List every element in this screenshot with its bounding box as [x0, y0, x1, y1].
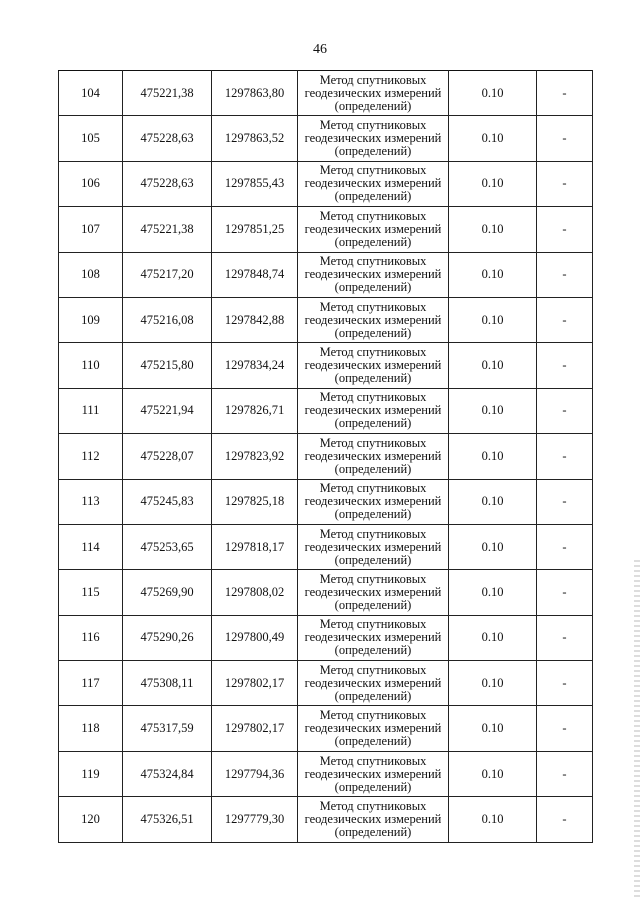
dash-cell: - [537, 524, 593, 569]
x-coordinate-cell: 475317,59 [123, 706, 212, 751]
dash-cell: - [537, 479, 593, 524]
point-number-cell: 115 [59, 570, 123, 615]
point-number-cell: 117 [59, 661, 123, 706]
accuracy-cell: 0.10 [449, 343, 537, 388]
point-number-cell: 107 [59, 207, 123, 252]
table-row [59, 661, 593, 706]
y-coordinate-cell: 1297779,30 [212, 797, 298, 842]
point-number-cell: 105 [59, 116, 123, 161]
scan-edge-artifact [634, 560, 640, 900]
table-row [59, 479, 593, 524]
point-number-cell: 109 [59, 297, 123, 342]
x-coordinate-cell: 475221,94 [123, 388, 212, 433]
accuracy-cell: 0.10 [449, 116, 537, 161]
coordinates-table [58, 70, 593, 843]
y-coordinate-cell: 1297808,02 [212, 570, 298, 615]
method-cell: Метод спутниковых геодезических измерений (определений) [298, 297, 449, 342]
x-coordinate-cell: 475228,07 [123, 434, 212, 479]
dash-cell: - [537, 797, 593, 842]
dash-cell: - [537, 434, 593, 479]
accuracy-cell: 0.10 [449, 661, 537, 706]
method-cell: Метод спутниковых геодезических измерений (определений) [298, 570, 449, 615]
dash-cell: - [537, 161, 593, 206]
method-cell: Метод спутниковых геодезических измерений (определений) [298, 343, 449, 388]
table-row [59, 116, 593, 161]
x-coordinate-cell: 475290,26 [123, 615, 212, 660]
table-row [59, 297, 593, 342]
accuracy-cell: 0.10 [449, 71, 537, 116]
accuracy-cell: 0.10 [449, 570, 537, 615]
point-number-cell: 116 [59, 615, 123, 660]
point-number-cell: 108 [59, 252, 123, 297]
method-cell: Метод спутниковых геодезических измерений (определений) [298, 207, 449, 252]
table-row [59, 570, 593, 615]
accuracy-cell: 0.10 [449, 706, 537, 751]
dash-cell: - [537, 570, 593, 615]
table-row [59, 252, 593, 297]
accuracy-cell: 0.10 [449, 434, 537, 479]
accuracy-cell: 0.10 [449, 161, 537, 206]
table-row [59, 706, 593, 751]
x-coordinate-cell: 475215,80 [123, 343, 212, 388]
table-row [59, 434, 593, 479]
y-coordinate-cell: 1297818,17 [212, 524, 298, 569]
dash-cell: - [537, 615, 593, 660]
method-cell: Метод спутниковых геодезических измерений (определений) [298, 797, 449, 842]
table-row [59, 343, 593, 388]
dash-cell: - [537, 252, 593, 297]
dash-cell: - [537, 661, 593, 706]
method-cell: Метод спутниковых геодезических измерений (определений) [298, 661, 449, 706]
table-row [59, 615, 593, 660]
coordinates-table-body [59, 71, 593, 843]
x-coordinate-cell: 475228,63 [123, 161, 212, 206]
point-number-cell: 110 [59, 343, 123, 388]
accuracy-cell: 0.10 [449, 797, 537, 842]
method-cell: Метод спутниковых геодезических измерений (определений) [298, 71, 449, 116]
x-coordinate-cell: 475221,38 [123, 71, 212, 116]
point-number-cell: 120 [59, 797, 123, 842]
accuracy-cell: 0.10 [449, 207, 537, 252]
x-coordinate-cell: 475216,08 [123, 297, 212, 342]
x-coordinate-cell: 475228,63 [123, 116, 212, 161]
method-cell: Метод спутниковых геодезических измерений (определений) [298, 479, 449, 524]
table-row [59, 751, 593, 796]
accuracy-cell: 0.10 [449, 524, 537, 569]
x-coordinate-cell: 475217,20 [123, 252, 212, 297]
method-cell: Метод спутниковых геодезических измерений (определений) [298, 116, 449, 161]
x-coordinate-cell: 475269,90 [123, 570, 212, 615]
table-row [59, 797, 593, 842]
x-coordinate-cell: 475326,51 [123, 797, 212, 842]
table-row [59, 71, 593, 116]
x-coordinate-cell: 475253,65 [123, 524, 212, 569]
y-coordinate-cell: 1297842,88 [212, 297, 298, 342]
accuracy-cell: 0.10 [449, 252, 537, 297]
dash-cell: - [537, 706, 593, 751]
y-coordinate-cell: 1297826,71 [212, 388, 298, 433]
method-cell: Метод спутниковых геодезических измерений (определений) [298, 434, 449, 479]
y-coordinate-cell: 1297802,17 [212, 706, 298, 751]
y-coordinate-cell: 1297800,49 [212, 615, 298, 660]
point-number-cell: 104 [59, 71, 123, 116]
y-coordinate-cell: 1297863,52 [212, 116, 298, 161]
method-cell: Метод спутниковых геодезических измерений (определений) [298, 706, 449, 751]
page-number: 46 [313, 42, 327, 57]
y-coordinate-cell: 1297851,25 [212, 207, 298, 252]
accuracy-cell: 0.10 [449, 388, 537, 433]
method-cell: Метод спутниковых геодезических измерений (определений) [298, 615, 449, 660]
point-number-cell: 106 [59, 161, 123, 206]
method-cell: Метод спутниковых геодезических измерений (определений) [298, 388, 449, 433]
y-coordinate-cell: 1297794,36 [212, 751, 298, 796]
dash-cell: - [537, 297, 593, 342]
method-cell: Метод спутниковых геодезических измерений (определений) [298, 161, 449, 206]
point-number-cell: 119 [59, 751, 123, 796]
dash-cell: - [537, 207, 593, 252]
x-coordinate-cell: 475221,38 [123, 207, 212, 252]
table-row [59, 524, 593, 569]
dash-cell: - [537, 71, 593, 116]
table-row [59, 207, 593, 252]
dash-cell: - [537, 388, 593, 433]
point-number-cell: 118 [59, 706, 123, 751]
y-coordinate-cell: 1297855,43 [212, 161, 298, 206]
accuracy-cell: 0.10 [449, 751, 537, 796]
dash-cell: - [537, 116, 593, 161]
y-coordinate-cell: 1297825,18 [212, 479, 298, 524]
y-coordinate-cell: 1297802,17 [212, 661, 298, 706]
dash-cell: - [537, 343, 593, 388]
x-coordinate-cell: 475308,11 [123, 661, 212, 706]
y-coordinate-cell: 1297834,24 [212, 343, 298, 388]
x-coordinate-cell: 475324,84 [123, 751, 212, 796]
dash-cell: - [537, 751, 593, 796]
y-coordinate-cell: 1297848,74 [212, 252, 298, 297]
table-row [59, 388, 593, 433]
y-coordinate-cell: 1297823,92 [212, 434, 298, 479]
method-cell: Метод спутниковых геодезических измерений (определений) [298, 524, 449, 569]
method-cell: Метод спутниковых геодезических измерений (определений) [298, 252, 449, 297]
point-number-cell: 111 [59, 388, 123, 433]
point-number-cell: 114 [59, 524, 123, 569]
point-number-cell: 113 [59, 479, 123, 524]
table-row [59, 161, 593, 206]
accuracy-cell: 0.10 [449, 615, 537, 660]
accuracy-cell: 0.10 [449, 479, 537, 524]
y-coordinate-cell: 1297863,80 [212, 71, 298, 116]
accuracy-cell: 0.10 [449, 297, 537, 342]
method-cell: Метод спутниковых геодезических измерений (определений) [298, 751, 449, 796]
point-number-cell: 112 [59, 434, 123, 479]
x-coordinate-cell: 475245,83 [123, 479, 212, 524]
